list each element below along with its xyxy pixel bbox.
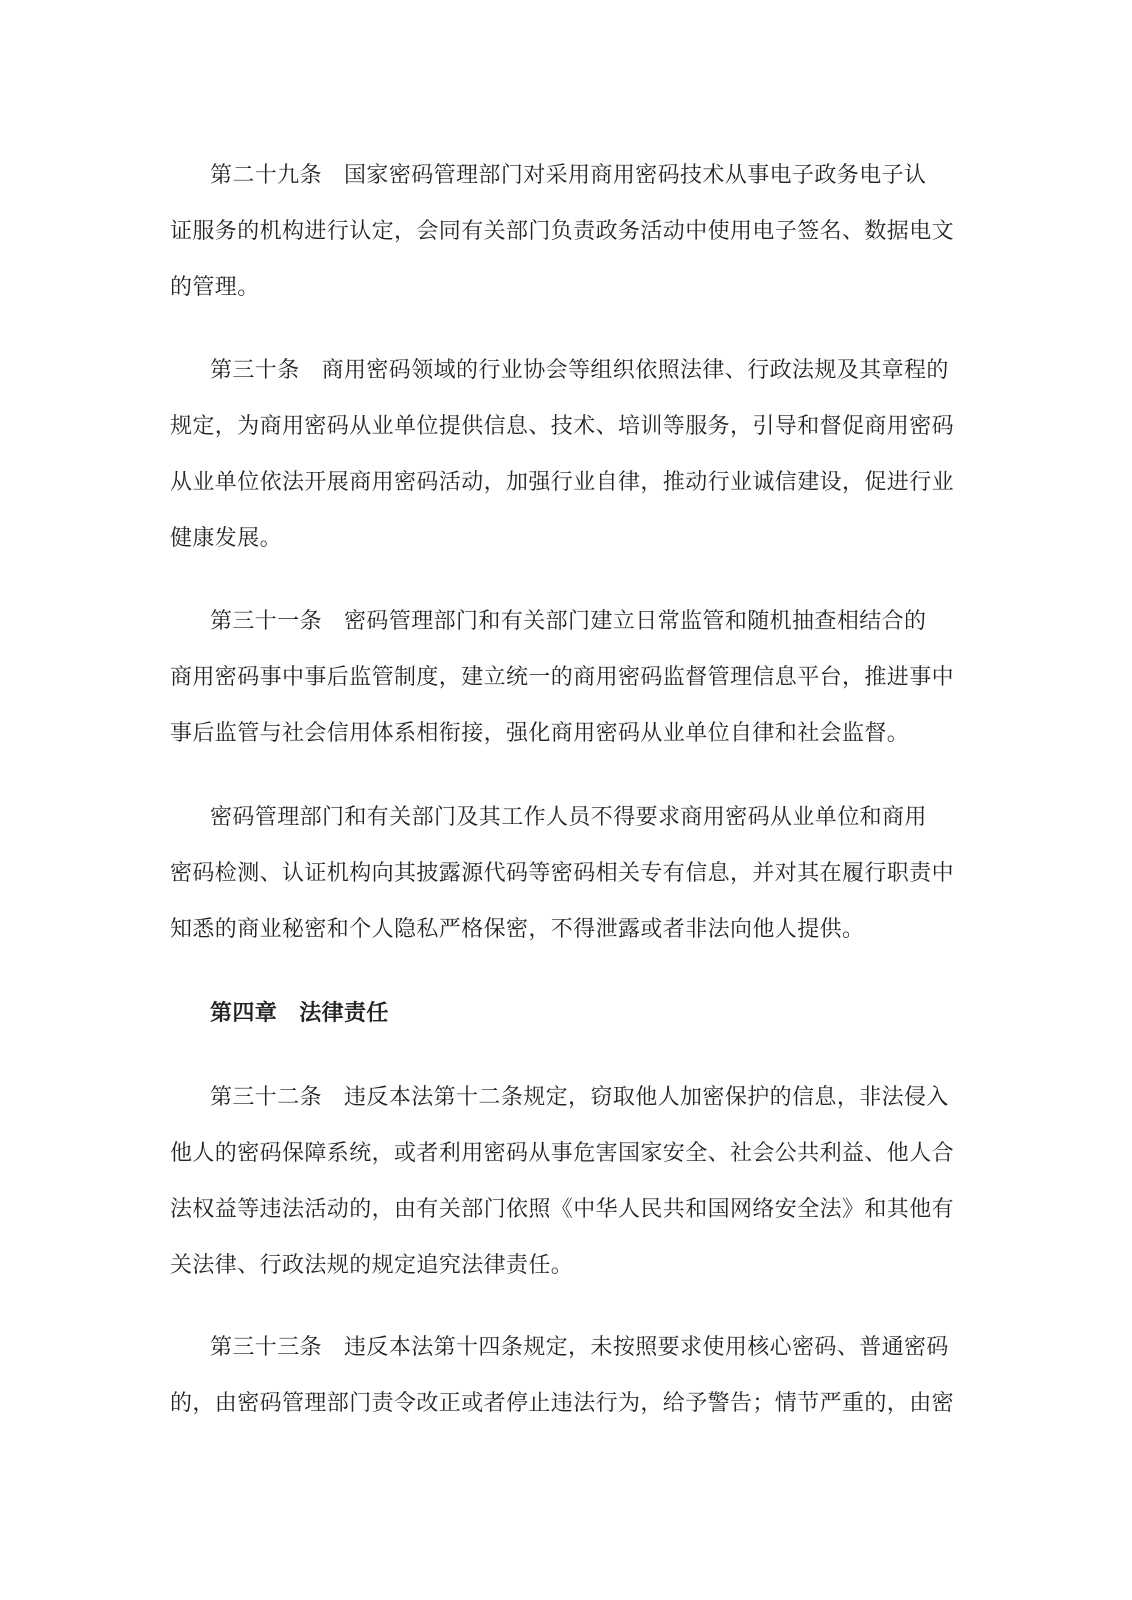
article-29 — [170, 148, 960, 316]
article-30 — [170, 343, 960, 567]
article-33 — [170, 1320, 960, 1432]
paragraph-line: 国家密码管理部门对采用商用密码技术从事电子政务电子认 — [344, 163, 927, 188]
paragraph-line: 证服务的机构进行认定，会同有关部门负责政务活动中使用电子签名、数据电文 — [170, 219, 955, 244]
paragraph-line: 违反本法第十四条规定，未按照要求使用核心密码、普通密码 — [344, 1335, 949, 1360]
chapter-heading — [210, 985, 389, 1041]
article-number: 第三十条 — [210, 358, 300, 383]
paragraph-line: 知悉的商业秘密和个人隐私严格保密，不得泄露或者非法向他人提供。 — [170, 917, 865, 942]
article-number: 第三十一条 — [210, 609, 323, 634]
paragraph-line: 密码管理部门和有关部门建立日常监管和随机抽查相结合的 — [344, 609, 927, 634]
paragraph-line: 违反本法第十二条规定，窃取他人加密保护的信息，非法侵入 — [344, 1085, 949, 1110]
paragraph-line: 密码管理部门和有关部门及其工作人员不得要求商用密码从业单位和商用 — [210, 805, 927, 830]
paragraph-line: 健康发展。 — [170, 526, 283, 551]
article-32 — [170, 1070, 960, 1294]
paragraph-line: 关法律、行政法规的规定追究法律责任。 — [170, 1253, 574, 1278]
paragraph-line: 的管理。 — [170, 275, 260, 300]
article-31-paragraph-2 — [170, 790, 960, 958]
paragraph-line: 密码检测、认证机构向其披露源代码等密码相关专有信息，并对其在履行职责中 — [170, 861, 955, 886]
paragraph-line: 事后监管与社会信用体系相衔接，强化商用密码从业单位自律和社会监督。 — [170, 721, 910, 746]
paragraph-line: 商用密码领域的行业协会等组织依照法律、行政法规及其章程的 — [321, 358, 949, 383]
paragraph-line: 从业单位依法开展商用密码活动，加强行业自律，推动行业诚信建设，促进行业 — [170, 470, 955, 495]
article-number: 第三十二条 — [210, 1085, 323, 1110]
chapter-number: 第四章 — [210, 1000, 278, 1026]
paragraph-line: 的，由密码管理部门责令改正或者停止违法行为，给予警告；情节严重的，由密 — [170, 1391, 955, 1416]
article-number: 第二十九条 — [210, 163, 323, 188]
article-31 — [170, 594, 960, 762]
chapter-title: 法律责任 — [299, 1000, 389, 1026]
paragraph-line: 法权益等违法活动的，由有关部门依照《中华人民共和国网络安全法》和其他有 — [170, 1197, 955, 1222]
article-number: 第三十三条 — [210, 1335, 323, 1360]
paragraph-line: 他人的密码保障系统，或者利用密码从事危害国家安全、社会公共利益、他人合 — [170, 1141, 955, 1166]
paragraph-line: 商用密码事中事后监管制度，建立统一的商用密码监督管理信息平台，推进事中 — [170, 665, 955, 690]
paragraph-line: 规定，为商用密码从业单位提供信息、技术、培训等服务，引导和督促商用密码 — [170, 414, 955, 439]
